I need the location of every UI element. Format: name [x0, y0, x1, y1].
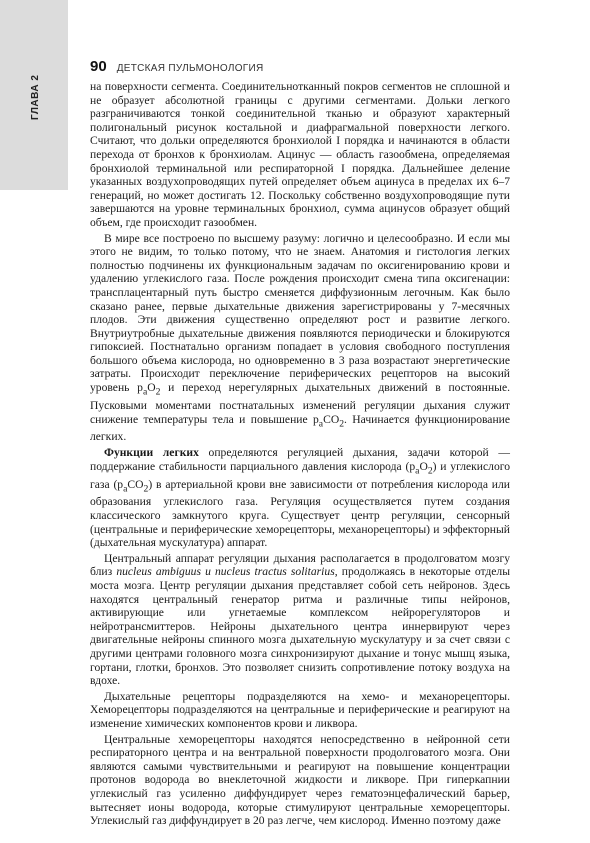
- paragraph-2-text-e: . Начинается функционирование легких.: [90, 412, 511, 444]
- paragraph-6: Центральные хеморецепторы находятся непосредственно в нейронной сети респираторного центра и на вентральной поверхности продолговатого мозга. Они являются самыми чувствительными и реагируют на повышение концентрации протонов водорода во внеклеточной жидкости и ликворе. При гиперкапнии углекислый газ усиленно диффундирует через гематоэнцефалический барьер, вытесняет ионы водорода, которые стимулируют центральные хеморецепторы. Углекислый газ диффундирует в 20 раз легче, чем кислород. Именно поэтому даже: [90, 732, 510, 828]
- body-text: [90, 80, 510, 828]
- paragraph-1: на поверхности сегмента. Соединительнотканный покров сегментов не сплошной и не образует абсолютной границы с другими сегментами. Дольки легкого разграничиваются тонкой соединительной тканью и образуют характерный полигональный рисунок костальной и диафрагмальной поверхности легкого. Считают, что дольки определяются бронхиолой I порядка и начинаются в области перехода от бронхов к бронхиолам. Ацинус — область газообмена, определяемая бронхиолой терминальной или респираторной I порядка. Дальнейшее деление указанных воздухопроводящих путей определяет объем ацинуса в пределах их 6–7 генераций, но может достигать 12. Поскольку собственно воздухопроводящие пути завершаются на уровне терминальных бронхиол, сумма ацинусов образует общий объем, где происходит газообмен.: [90, 80, 510, 229]
- subscript: a: [415, 464, 420, 476]
- paragraph-4-text-b: , продолжаясь в некоторые отделы моста мозга. Центр регуляции дыхания представляет собой сеть нейронов. Здесь находятся центральный генератор ритма и различные типы нейронов, активирующие или угнетаемые комплексом нейрорегуляторов и нейротрансмиттеров. Нейроны дыхательного центра иннервируют через двигательные нейроны спинного мозга дыхательную мускулатуру и за счет связи с другими центрами головного мозга синхронизируют дыхание и тонус мышц языка, гортани, глотки, бронхов. Это позволяет снизить сопротивление потоку воздуха на вдохе.: [90, 565, 510, 688]
- paragraph-2-text-d: CO: [323, 412, 340, 426]
- paragraph-3-text-c: ) и углекислого газа (p: [90, 459, 510, 491]
- paragraph-5: Дыхательные рецепторы подразделяются на хемо- и механорецепторы. Хеморецепторы подразделяются на центральные и периферические и реагируют на изменение химических компонентов крови и ликвора.: [90, 689, 510, 730]
- subscript: 2: [339, 417, 345, 429]
- chapter-label: ГЛАВА 2: [30, 74, 41, 120]
- subscript: 2: [155, 386, 161, 398]
- latin-term: nucleus ambiguus и nucleus tractus solitarius: [116, 565, 335, 579]
- paragraph-3: [90, 446, 510, 550]
- subscript: 2: [427, 464, 433, 476]
- term-lung-functions: Функции легких: [104, 446, 199, 460]
- paragraph-2-text-a: В мире все построено по высшему разуму: логично и целесообразно. И если мы этого не видим, то только потому, что не знаем. Анатомия и гистология легких полностью подчинены их функциональным задачам по оксигенированию крови и удалению углекислого газа. После рождения происходит смена типа оксигенации: трансплацентарный путь быстро сменяется диффузионным легочным. Как было сказано ранее, первые дыхательные движения зарегистрированы у 7-месячных плодов. Эти движения существенно определяют рост и развитие легкого. Внутриутробные дыхательные движения появляются периодически и блокируются гипоксией. Постнатально организм попадает в условия свободного поступления большого объема кислорода, но одновременно в 3 раза возрастают энергетические затраты. Происходит переключение периферических рецепторов на высокий уровень p: [90, 231, 510, 395]
- paragraph-3-text-e: ) в артериальной крови вне зависимости от потребления кислорода или образования углекислого газа. Регуляция осуществляется путем создания классического замкнутого круга. Существует центр регуляции, сенсорный (центральные и периферические хеморецепторы, механорецепторы) и эффекторный (дыхательная мускулатура) аппарат.: [90, 477, 510, 550]
- subscript: a: [142, 386, 148, 398]
- paragraph-4: [90, 552, 510, 688]
- subscript: 2: [143, 482, 149, 494]
- subscript: a: [123, 482, 128, 494]
- paragraph-2-text-b: O: [147, 381, 156, 395]
- subscript: a: [318, 417, 324, 429]
- page-header: [90, 58, 264, 75]
- paragraph-3-text-d: CO: [127, 477, 144, 491]
- paragraph-2-text-c: и переход нерегулярных дыхательных движений в постоянные. Пусковыми моментами постнатальных изменений регуляции дыхания служит снижение температуры тела и повышение p: [90, 381, 510, 426]
- paragraph-2: [90, 232, 510, 445]
- paragraph-3-text-b: O: [419, 459, 428, 473]
- page-number: 90: [90, 58, 107, 75]
- running-title: ДЕТСКАЯ ПУЛЬМОНОЛОГИЯ: [116, 63, 264, 74]
- paragraph-3-text-a: определяются регуляцией дыхания, задачи которой — поддержание стабильности парциального давления кислорода (p: [90, 446, 510, 473]
- paragraph-4-text-a: Центральный аппарат регуляции дыхания располагается в продолговатом мозгу близ: [90, 551, 510, 579]
